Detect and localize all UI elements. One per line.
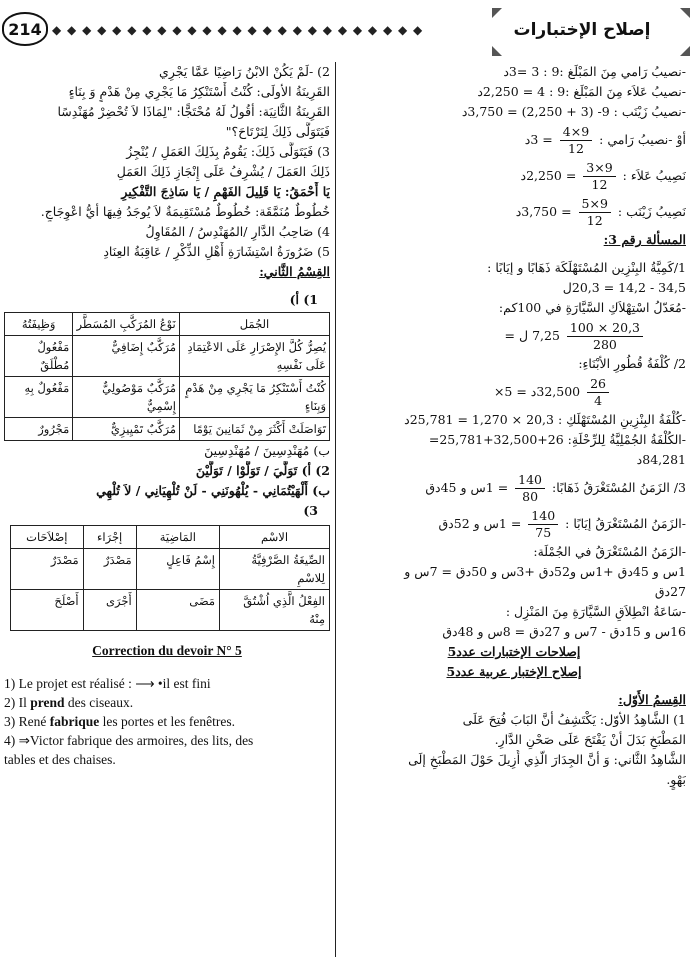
text-line: 5) ضَرُورَةُ اسْتِشَارَةِ أَهْلِ الذِّكْرِ / عَاقِبَةُ العِنَادِ — [103, 244, 330, 259]
french-text: 2) Il — [4, 695, 31, 710]
table-cell: مَفْعُولٌ مُطْلَقٌ — [5, 336, 73, 377]
table-header-cell: الجُمَل — [180, 313, 330, 336]
fraction — [579, 196, 611, 229]
text-line: ب) أَلْهَيْتُمَانِي - يُلْهُونَنِي - لَنْ تُلْهِيَانِي / لاَ تُلْهِي — [96, 483, 330, 498]
fraction-line — [342, 194, 686, 230]
table-cell: مَصْدَرٌ — [11, 549, 84, 590]
fraction-line — [342, 506, 686, 542]
text-line: القَرِينَةُ الأولَى: كُنْتُ أَسْتَنْكِرُ مَا يَجْرِي مِنْ هَدْمٍ وَ بِنَاءٍ — [68, 84, 330, 99]
table-cell: مَجْرُورٌ — [5, 418, 73, 441]
table-cell: مَضَى — [136, 590, 219, 631]
text-line: 3) فَيَتَوَلَّى ذَلِكَ: يَقُومُ بِذَلِكَ العَمَلِ / يُنْجِزُ — [126, 144, 330, 159]
diamond-ornament-row: ◆ ◆ ◆ ◆ ◆ ◆ ◆ ◆ ◆ ◆ ◆ ◆ ◆ ◆ ◆ ◆ ◆ ◆ ◆ ◆ ◆ ◆ ◆ ◆ ◆ — [52, 23, 424, 37]
syntax-table — [4, 312, 330, 441]
table-cell: كُنْتُ أَسْتَنْكِرُ مَا يَجْرِي مِنْ هَدْمٍ وَبِنَاءٍ — [180, 377, 330, 418]
table-cell: مَصْدَرٌ — [83, 549, 136, 590]
french-text: des ciseaux. — [64, 695, 134, 710]
line-result: 32,500د = 5× — [493, 384, 581, 399]
corner-ornament-icon — [680, 8, 690, 18]
text-line: 84,281د — [636, 452, 686, 467]
denominator: 4 — [594, 393, 603, 408]
text-line: 4) صَاحِبُ الدَّارِ /المُهَنْدِسُ / المُقَاوِلُ — [145, 224, 330, 239]
fraction — [515, 472, 545, 505]
line-label: نَصِيبُ عَلاَء : — [622, 168, 686, 183]
problem-heading: المسألة رقم 3: — [603, 232, 686, 247]
french-text: les portes et les fenêtres. — [99, 714, 235, 729]
part-heading: القِسمُ الأَوّل: — [618, 692, 686, 707]
line-result: = 1س و 45دق — [425, 480, 509, 495]
table-cell: تَوَاصَلَتْ أَكْثَرَ مِنْ ثَمَانِينَ يَوْمًا — [180, 418, 330, 441]
line-result: = 3د — [524, 132, 553, 147]
corrections-heading: إصلاحات الإختبارات عدد5 — [447, 644, 581, 659]
line-label: أوْ -نصيبُ رَامي : — [599, 132, 686, 147]
text-line: 16س و 15دق - 7س و 27دق = 8س و 48دق — [442, 624, 686, 639]
text-line: 2) -لَمْ يَكُنْ الابْنُ رَاضِيًا عَمَّا يَجْرِي — [159, 64, 330, 79]
text-line: القَرِينَةُ الثَّانِيَة: أقُولُ لَهُ مُحْتَجًّا: "لِمَاذَا لاَ تُحْضِرْ مُهَنْدِسًا — [57, 104, 330, 119]
table-cell: مَفْعُولٌ بِهِ — [5, 377, 73, 418]
numerator: 140 — [515, 472, 545, 489]
table-cell: أَجْرَى — [83, 590, 136, 631]
page-header — [0, 0, 692, 60]
table-cell: مُرَكَّبٌ مَوْصُولِيٌّ إِسْمِيٌّ — [73, 377, 180, 418]
denominator: 75 — [535, 525, 552, 540]
text-line: -كُلْفَةُ البِنْزِينِ المُسْتَهْلَكِ : 20,3 × 1,270 = 25,781د — [404, 412, 686, 427]
numerator: 140 — [528, 508, 558, 525]
text-line: بَهْوٍ. — [666, 772, 686, 787]
right-column — [342, 62, 686, 957]
table-cell: الصِّيغَةُ الصَّرْفِيَّةُ لِلاسْمِ — [220, 549, 330, 590]
numerator: 5×9 — [579, 196, 611, 213]
table-cell: أَصْلَحَ — [11, 590, 84, 631]
text-line: 27دق — [654, 584, 686, 599]
corner-ornament-icon — [680, 46, 690, 56]
fraction-line — [342, 470, 686, 506]
text-line: الشَّاهِدُ الثَّاني: وَ أنَّ الجِدَارَ الّذِي أُزِيلَ حَوْلَ المَطْبَخِ إلَى — [408, 752, 686, 767]
denominator: 280 — [593, 337, 617, 352]
text-line: -نصيبُ زَيْنَب : 9- (3 + 2,250) = 3,750د — [461, 104, 686, 119]
fraction — [583, 160, 615, 193]
table-row — [5, 418, 330, 441]
text-line: -الزَمَنُ المُسْتَغْرَقُ في الجُمْلَة: — [533, 544, 686, 559]
table-header-cell: وَظِيفَتُهُ — [5, 313, 73, 336]
numerator: 4×9 — [560, 124, 592, 141]
line-result: = 2,250د — [520, 168, 577, 183]
text-line: -الكُلْفَةُ الجُمْلِيَّةُ لِلرِّحْلَةِ: 26+32,500+25,781= — [428, 432, 686, 447]
table-cell: مُرَكَّبٌ تَمْيِيزِيٌّ — [73, 418, 180, 441]
text-line: -نصيبُ عَلاَء مِنَ المَبْلَغ :9 : 4 = 2,250د — [477, 84, 686, 99]
table-header-cell: إصْلاَحَات — [11, 526, 84, 549]
french-line: 4) ⇒Victor fabrique des armoires, des lits, des — [4, 733, 254, 748]
text-line: ذَلِكَ العَمَلَ / يُشْرِفُ عَلَى إِنْجَازِ ذَلِكَ العَمَلِ — [116, 164, 330, 179]
table-header-cell: الاسْم — [220, 526, 330, 549]
text-line: المَطْبَخِ بَدَلَ أنْ يَفْتَحَ عَلَى صَحْنِ الدَّارِ. — [494, 732, 686, 747]
french-line: tables et des chaises. — [4, 752, 116, 767]
table-header-row — [11, 526, 330, 549]
text-line: 34,5 - 14,2 = 20,3ل — [562, 280, 686, 295]
part-heading: القِسْمُ الثَّاني: — [259, 264, 330, 279]
table-row — [11, 590, 330, 631]
line-label: -الزَمَنُ المُسْتَغْرَقُ إيَابًا : — [565, 516, 686, 531]
text-line: 1/كَمِيَّةُ البِنْزِين المُسْتَهْلَكَة ذَهَابًا و إيَابًا : — [487, 260, 686, 275]
text-line: -سَاعَةُ انْطِلاَقِ السَّيَّارَةِ مِنَ المَنْزِل : — [505, 604, 686, 619]
section-title: إصلاح الإختبارات — [513, 20, 651, 40]
denominator: 12 — [568, 141, 584, 156]
left-column — [4, 62, 330, 957]
denominator: 12 — [586, 213, 603, 228]
numerator: 3×9 — [583, 160, 615, 177]
line-result: = 1س و 52دق — [438, 516, 522, 531]
line-label: نَصِيبُ زَيْنَب : — [617, 204, 686, 219]
question-label: 1) أ) — [289, 292, 318, 307]
table-row — [5, 336, 330, 377]
fraction — [560, 124, 592, 157]
french-bold-word: fabrique — [49, 714, 100, 729]
table-header-cell: إجْرَاء — [83, 526, 136, 549]
french-bold-word: prend — [30, 695, 65, 710]
text-line: -نصيبُ رَامي مِنَ المَبْلَغ :9 : 3 =3د — [503, 64, 686, 79]
morphology-table — [10, 525, 330, 631]
column-divider — [335, 62, 336, 957]
text-line: يَا أَحْمَقُ: يَا قَلِيلَ الفَهْمِ / يَا سَاذِجَ التَّفْكِيرِ — [121, 184, 330, 199]
text-line: خُطُوطٌ مُنَمَّقَة: خُطُوطٌ مُسْتَقِيمَةٌ لاَ يُوجَدُ فِيهَا أيُّ اعْوِجَاجٍ. — [40, 204, 330, 219]
french-title: Correction du devoir N° 5 — [92, 643, 242, 658]
fraction-line — [342, 318, 686, 354]
text-line: فَيَتَوَلَّى ذَلِكَ لِنَرْتَاحَ؟" — [225, 124, 330, 139]
table-cell: إِسْمُ فَاعِلٍ — [136, 549, 219, 590]
fraction-line — [342, 374, 686, 410]
text-line: -مُعَدّلُ اسْتِهْلاَكِ السَّيَّارَةِ في 100كم: — [498, 300, 686, 315]
page-number: 214 — [2, 12, 48, 46]
table-cell: يُصِرُّ كُلَّ الإِصْرَارِ عَلَى الاعْتِمَادِ عَلَى نَفْسِهِ — [180, 336, 330, 377]
french-line — [4, 712, 330, 731]
table-header-row — [5, 313, 330, 336]
arabic-correction-heading: إصلاح الإختبار عربية عدد5 — [446, 664, 582, 679]
table-header-cell: نَوْعُ المُرَكَّبِ المُسَطَّر — [73, 313, 180, 336]
fraction-line — [342, 158, 686, 194]
line-result: 7,25 ل = — [504, 328, 560, 343]
fraction — [567, 320, 643, 353]
table-cell: الفِعْلُ الَّذِي اُشْتُقَّ مِنْهُ — [220, 590, 330, 631]
fraction-line — [342, 122, 686, 158]
table-header-cell: المَاضِيَة — [136, 526, 219, 549]
line-result: = 3,750د — [515, 204, 572, 219]
question-label: 3) — [303, 503, 318, 518]
french-line: 1) Le projet est réalisé : ⟶ •il est fini — [4, 676, 211, 691]
denominator: 12 — [591, 177, 608, 192]
french-text: 3) René — [4, 714, 50, 729]
text-line: 1س و 45دق +1س و52دق +3س و 50دق = 7س و — [404, 564, 686, 579]
line-label: 3/ الزَمَنُ المُسْتَغْرَقُ ذَهَابًا: — [552, 480, 686, 495]
numerator: 100 × 20,3 — [567, 320, 643, 337]
french-correction — [4, 641, 330, 769]
fraction — [587, 376, 609, 409]
numerator: 26 — [587, 376, 609, 393]
french-line — [4, 693, 330, 712]
text-line: 1) الشَّاهِدُ الأوّل: يَكْتَشِفُ أنَّ البَابَ فُتِحَ عَلَى — [462, 712, 686, 727]
denominator: 80 — [522, 489, 539, 504]
fraction — [528, 508, 558, 541]
text-line: 2/ كُلْفَةُ قُطُورِ الأبْنَاءِ: — [578, 356, 686, 371]
text-line: ب) مُهَنْدِسِينَ / مُهَنْدِسِينَ — [204, 443, 330, 458]
text-line: 2) أ) تَوَلَّيَ / تَوَلَّوْا / تَوَلَّيْنَ — [195, 463, 330, 478]
table-cell: مُرَكَّبٌ إِضَافِيٌّ — [73, 336, 180, 377]
table-row — [5, 377, 330, 418]
table-row — [11, 549, 330, 590]
